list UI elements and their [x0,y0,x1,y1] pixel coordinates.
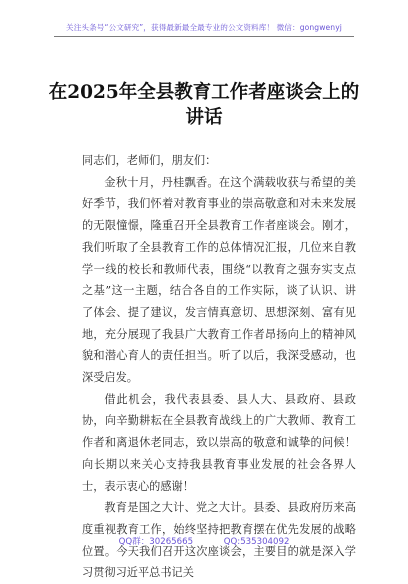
promo-header: 关注头条号“公文研究”，获得最新最全最专业的公文资料库！ 微信：gongwenyj [66,23,342,32]
header-divider [54,36,354,37]
paragraph-1: 金秋十月，丹桂飘香。在这个满载收获与希望的美好季节，我们怀着对教育事业的崇高敬意和对未来发展的无限憧憬，隆重召开全县教育工作者座谈会。刚才，我们听取了全县教育工作的总体情况汇报，几位来自教学一线的校长和教师代表，围绕“以教育之强夯实支点之基”这一主题，结合各自的工作实际，谈了认识、讲了体会、提了建议，发言情真意切、思想深刻、富有见地，充分展现了我县广大教育工作者昂扬向上的精神风貌和潜心育人的责任担当。听了以后，我深受感动，也深受启发。 [82,175,356,385]
greeting: 同志们，老师们，朋友们： [82,154,217,167]
footer-qq-group: QQ群：30265665 [118,537,194,547]
paragraph-3: 教育是国之大计、党之大计。县委、县政府历来高度重视教育工作，始终坚持把教育摆在优先发展的战略位置。今天我们召开这次座谈会，主要目的就是深入学习贯彻习近平总书记关 [82,501,356,580]
footer-contact [0,535,408,547]
paragraph-2: 借此机会，我代表县委、县人大、县政府、县政协，向辛勤耕耘在全县教育战线上的广大教师、教育工作者和离退休老同志，致以崇高的敬意和诚挚的问候！向长期以来关心支持我县教育事业发展的社会各界人士，表示衷心的感谢！ [82,392,356,493]
footer-qq: QQ:535304092 [223,537,290,547]
document-body [82,150,356,584]
document-title: 在2025年全县教育工作者座谈会上的讲话 [48,82,360,128]
